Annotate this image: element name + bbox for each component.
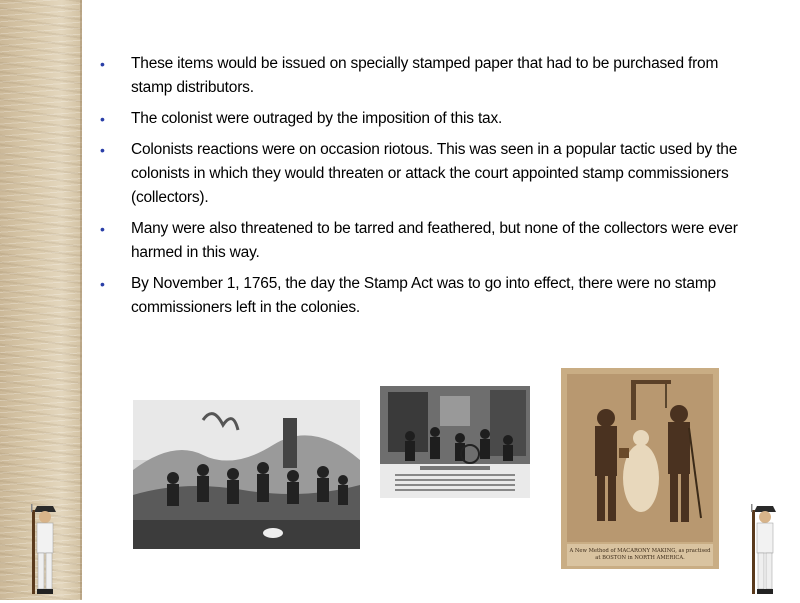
bullet-item: • Many were also threatened to be tarred and feathered, but none of the collectors were ever harmed in this way. bbox=[98, 217, 748, 265]
tarred-feathered-collector-print-image bbox=[561, 368, 719, 569]
colonial-soldier-figure-left bbox=[28, 500, 62, 598]
bullet-item: • The colonist were outraged by the imposition of this tax. bbox=[98, 107, 748, 131]
bullet-dot-icon: • bbox=[100, 111, 105, 127]
bullet-item: • These items would be issued on specially stamped paper that had to be purchased from stamp distributors. bbox=[98, 52, 748, 100]
colonial-soldier-figure-right bbox=[748, 500, 782, 598]
bullet-dot-icon: • bbox=[100, 276, 105, 292]
bullet-list bbox=[98, 52, 748, 320]
bullet-dot-icon: • bbox=[100, 221, 105, 237]
bullet-dot-icon: • bbox=[100, 142, 105, 158]
bullet-item: • By November 1, 1765, the day the Stamp Act was to go into effect, there were no stamp commissioners left in the colonies. bbox=[98, 272, 748, 320]
print-caption-line2: at BOSTON in NORTH AMERICA. bbox=[595, 555, 685, 561]
print-caption-line1: A New Method of MACARONY MAKING, as practised bbox=[569, 548, 711, 554]
effigy-street-scene-image bbox=[380, 386, 530, 498]
slide-body bbox=[98, 52, 748, 327]
bullet-item: • Colonists reactions were on occasion riotous. This was seen in a popular tactic used by the colonists in which they would threaten or attack the court appointed stamp commissioners (collectors). bbox=[98, 138, 748, 210]
stamp-riot-engraving-image bbox=[133, 400, 360, 549]
bullet-dot-icon: • bbox=[100, 56, 105, 72]
